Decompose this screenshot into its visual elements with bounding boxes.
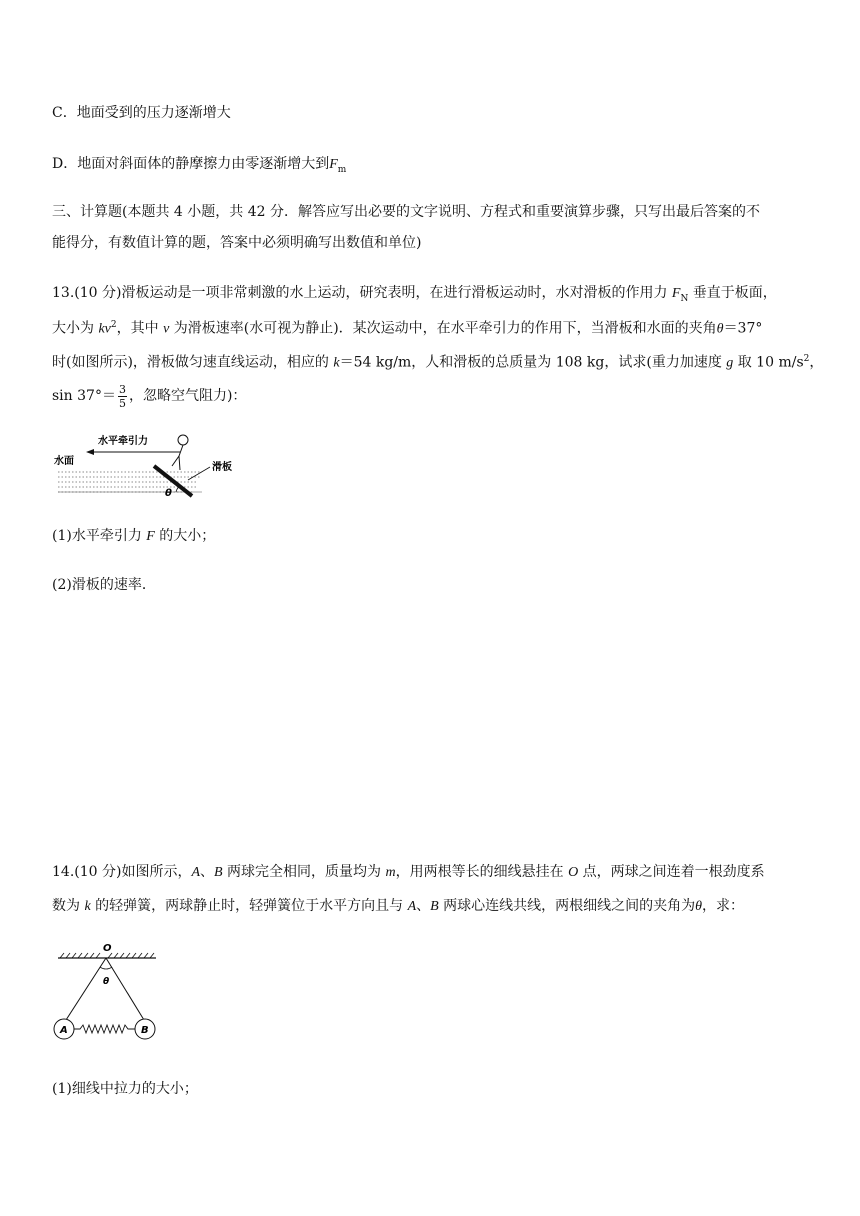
q13-sub1: (1)水平牵引力 F 的大小； <box>52 528 216 544</box>
section-3-heading-line2: 能得分，有数值计算的题，答案中必须明确写出数值和单位) <box>52 235 422 251</box>
q13-line3: 时(如图所示)，滑板做匀速直线运动，相应的 k＝54 kg/m，人和滑板的总质量为 108 kg，试求(重力加速度 g 取 10 $m/s^2$， <box>52 354 824 371</box>
q13-line1: 13.(10 分)滑板运动是一项非常刺激的水上运动，研究表明，在进行滑板运动时，水对滑板的作用力 $F_N$ 垂直于板面， <box>52 285 777 304</box>
q14-figure <box>52 940 162 1046</box>
fraction-3-5: $\frac{3}{5}$ <box>118 382 126 410</box>
fig-label-A: A <box>60 1025 68 1036</box>
q13-line4: sin 37°＝ $\frac{3}{5}$ ，忽略空气阻力)： <box>52 382 247 410</box>
spring <box>74 1025 135 1033</box>
fig-label-theta: θ <box>103 977 110 987</box>
theta-arc <box>100 967 112 969</box>
fig-label-pull-force: 水平牵引力 <box>98 436 148 447</box>
arrow-head <box>86 449 94 455</box>
q13-figure <box>52 430 252 500</box>
q13-line2: 大小为 $kv^2$，其中 v 为滑板速率(水可视为静止)．某次运动中，在水平牵引力的作用下，当滑板和水面的夹角θ＝37° <box>52 320 763 337</box>
option-d: D．地面对斜面体的静摩擦力由零逐渐增大到$F_m$ <box>52 156 347 175</box>
person-head <box>178 435 188 445</box>
option-c: C．地面受到的压力逐渐增大 <box>52 105 231 121</box>
fig-label-water-surface: 水面 <box>54 456 74 467</box>
q13-sub2: (2)滑板的速率． <box>52 577 156 593</box>
section-3-heading-line1: 三、计算题(本题共 4 小题，共 42 分．解答应写出必要的文字说明、方程式和重要演算步骤，只写出最后答案的不 <box>52 204 760 220</box>
board-label-leader <box>188 467 210 480</box>
person-body <box>172 445 183 470</box>
fig-label-B: B <box>141 1025 149 1036</box>
fig-label-O: O <box>103 943 112 954</box>
fig-label-skateboard: 滑板 <box>212 462 232 473</box>
q14-line2: 数为 k 的轻弹簧，两球静止时，轻弹簧位于水平方向且与 A、B 两球心连线共线，两根细线之间的夹角为θ，求： <box>52 898 745 914</box>
q14-sub1: (1)细线中拉力的大小； <box>52 1081 198 1097</box>
fig-label-theta: θ <box>165 488 172 499</box>
skateboard <box>154 466 192 496</box>
q14-line1: 14.(10 分)如图所示，A、B 两球完全相同，质量均为 m，用两根等长的细线悬挂在 O 点，两球之间连着一根劲度系 <box>52 864 765 880</box>
